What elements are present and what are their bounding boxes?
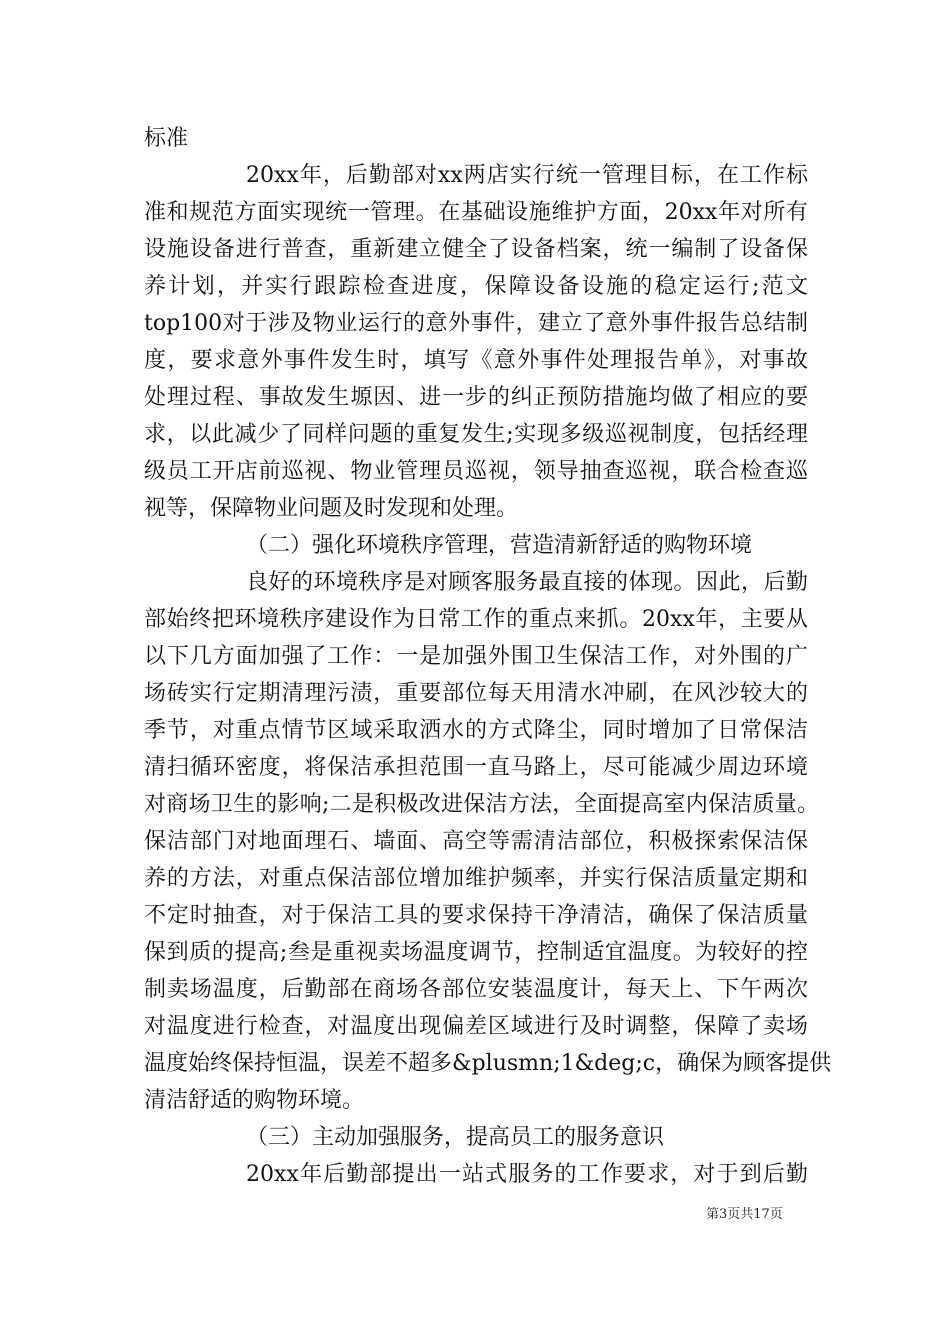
- text-line: 对温度进行检查，对温度出现偏差区域进行及时调整，保障了卖场: [144, 1014, 808, 1039]
- text-line: top100对于涉及物业运行的意外事件，建立了意外事件报告总结制: [144, 311, 808, 336]
- text-line: 级员工开店前巡视、物业管理员巡视，领导抽查巡视，联合检查巡: [144, 459, 808, 484]
- text-line: 养的方法，对重点保洁部位增加维护频率，并实行保洁质量定期和: [144, 866, 808, 891]
- paragraph-start: 良好的环境秩序是对顾客服务最直接的体现。因此，后勤: [246, 570, 808, 595]
- text-line: 清扫循环密度，将保洁承担范围一直马路上，尽可能减少周边环境: [144, 755, 808, 780]
- text-line: 准和规范方面实现统一管理。在基础设施维护方面，20xx年对所有: [144, 200, 808, 225]
- text-line: 清洁舒适的购物环境。: [144, 1088, 365, 1113]
- section-heading-2: （二）强化环境秩序管理，营造清新舒适的购物环境: [246, 533, 753, 558]
- text-line: 标准: [144, 126, 189, 151]
- text-line: 保洁部门对地面理石、墙面、高空等需清洁部位，积极探索保洁保: [144, 829, 808, 854]
- text-line: 求，以此减少了同样问题的重复发生;实现多级巡视制度，包括经理: [144, 422, 808, 447]
- text-line: 制卖场温度，后勤部在商场各部位安装温度计，每天上、下午两次: [144, 977, 808, 1002]
- text-line: 保到质的提高;叁是重视卖场温度调节，控制适宜温度。为较好的控: [144, 940, 808, 965]
- paragraph-start: 20xx年，后勤部对xx两店实行统一管理目标，在工作标: [246, 163, 808, 188]
- text-line: 季节，对重点情节区域采取洒水的方式降尘，同时增加了日常保洁: [144, 718, 808, 743]
- text-line: 处理过程、事故发生塬因、进一步的纠正预防措施均做了相应的要: [144, 385, 808, 410]
- text-line: 设施设备进行普查，重新建立健全了设备档案，统一编制了设备保: [144, 237, 808, 262]
- text-line: 不定时抽查，对于保洁工具的要求保持干净清洁，确保了保洁质量: [144, 903, 808, 928]
- text-line: 养计划，并实行跟踪检查进度，保障设备设施的稳定运行;范文: [144, 274, 808, 299]
- paragraph-start: 20xx年后勤部提出一站式服务的工作要求，对于到后勤: [246, 1162, 808, 1187]
- text-line: 视等，保障物业问题及时发现和处理。: [144, 496, 519, 521]
- text-line: 以下几方面加强了工作：一是加强外围卫生保洁工作，对外围的广: [144, 644, 808, 669]
- section-heading-3: （三）主动加强服务，提高员工的服务意识: [246, 1125, 665, 1150]
- page-number-footer: 第3页共17页: [706, 1207, 783, 1222]
- text-line: 对商场卫生的影响;二是积极改进保洁方法，全面提高室内保洁质量。: [144, 792, 819, 817]
- text-line: 度，要求意外事件发生时，填写《意外事件处理报告单》，对事故: [144, 348, 808, 373]
- text-line: 场砖实行定期清理污渍，重要部位每天用清水冲刷，在风沙较大的: [144, 681, 808, 706]
- text-line: 部始终把环境秩序建设作为日常工作的重点来抓。20xx年，主要从: [144, 607, 808, 632]
- text-line: 温度始终保持恒温，误差不超多&plusmn;1&deg;c，确保为顾客提供: [144, 1051, 832, 1076]
